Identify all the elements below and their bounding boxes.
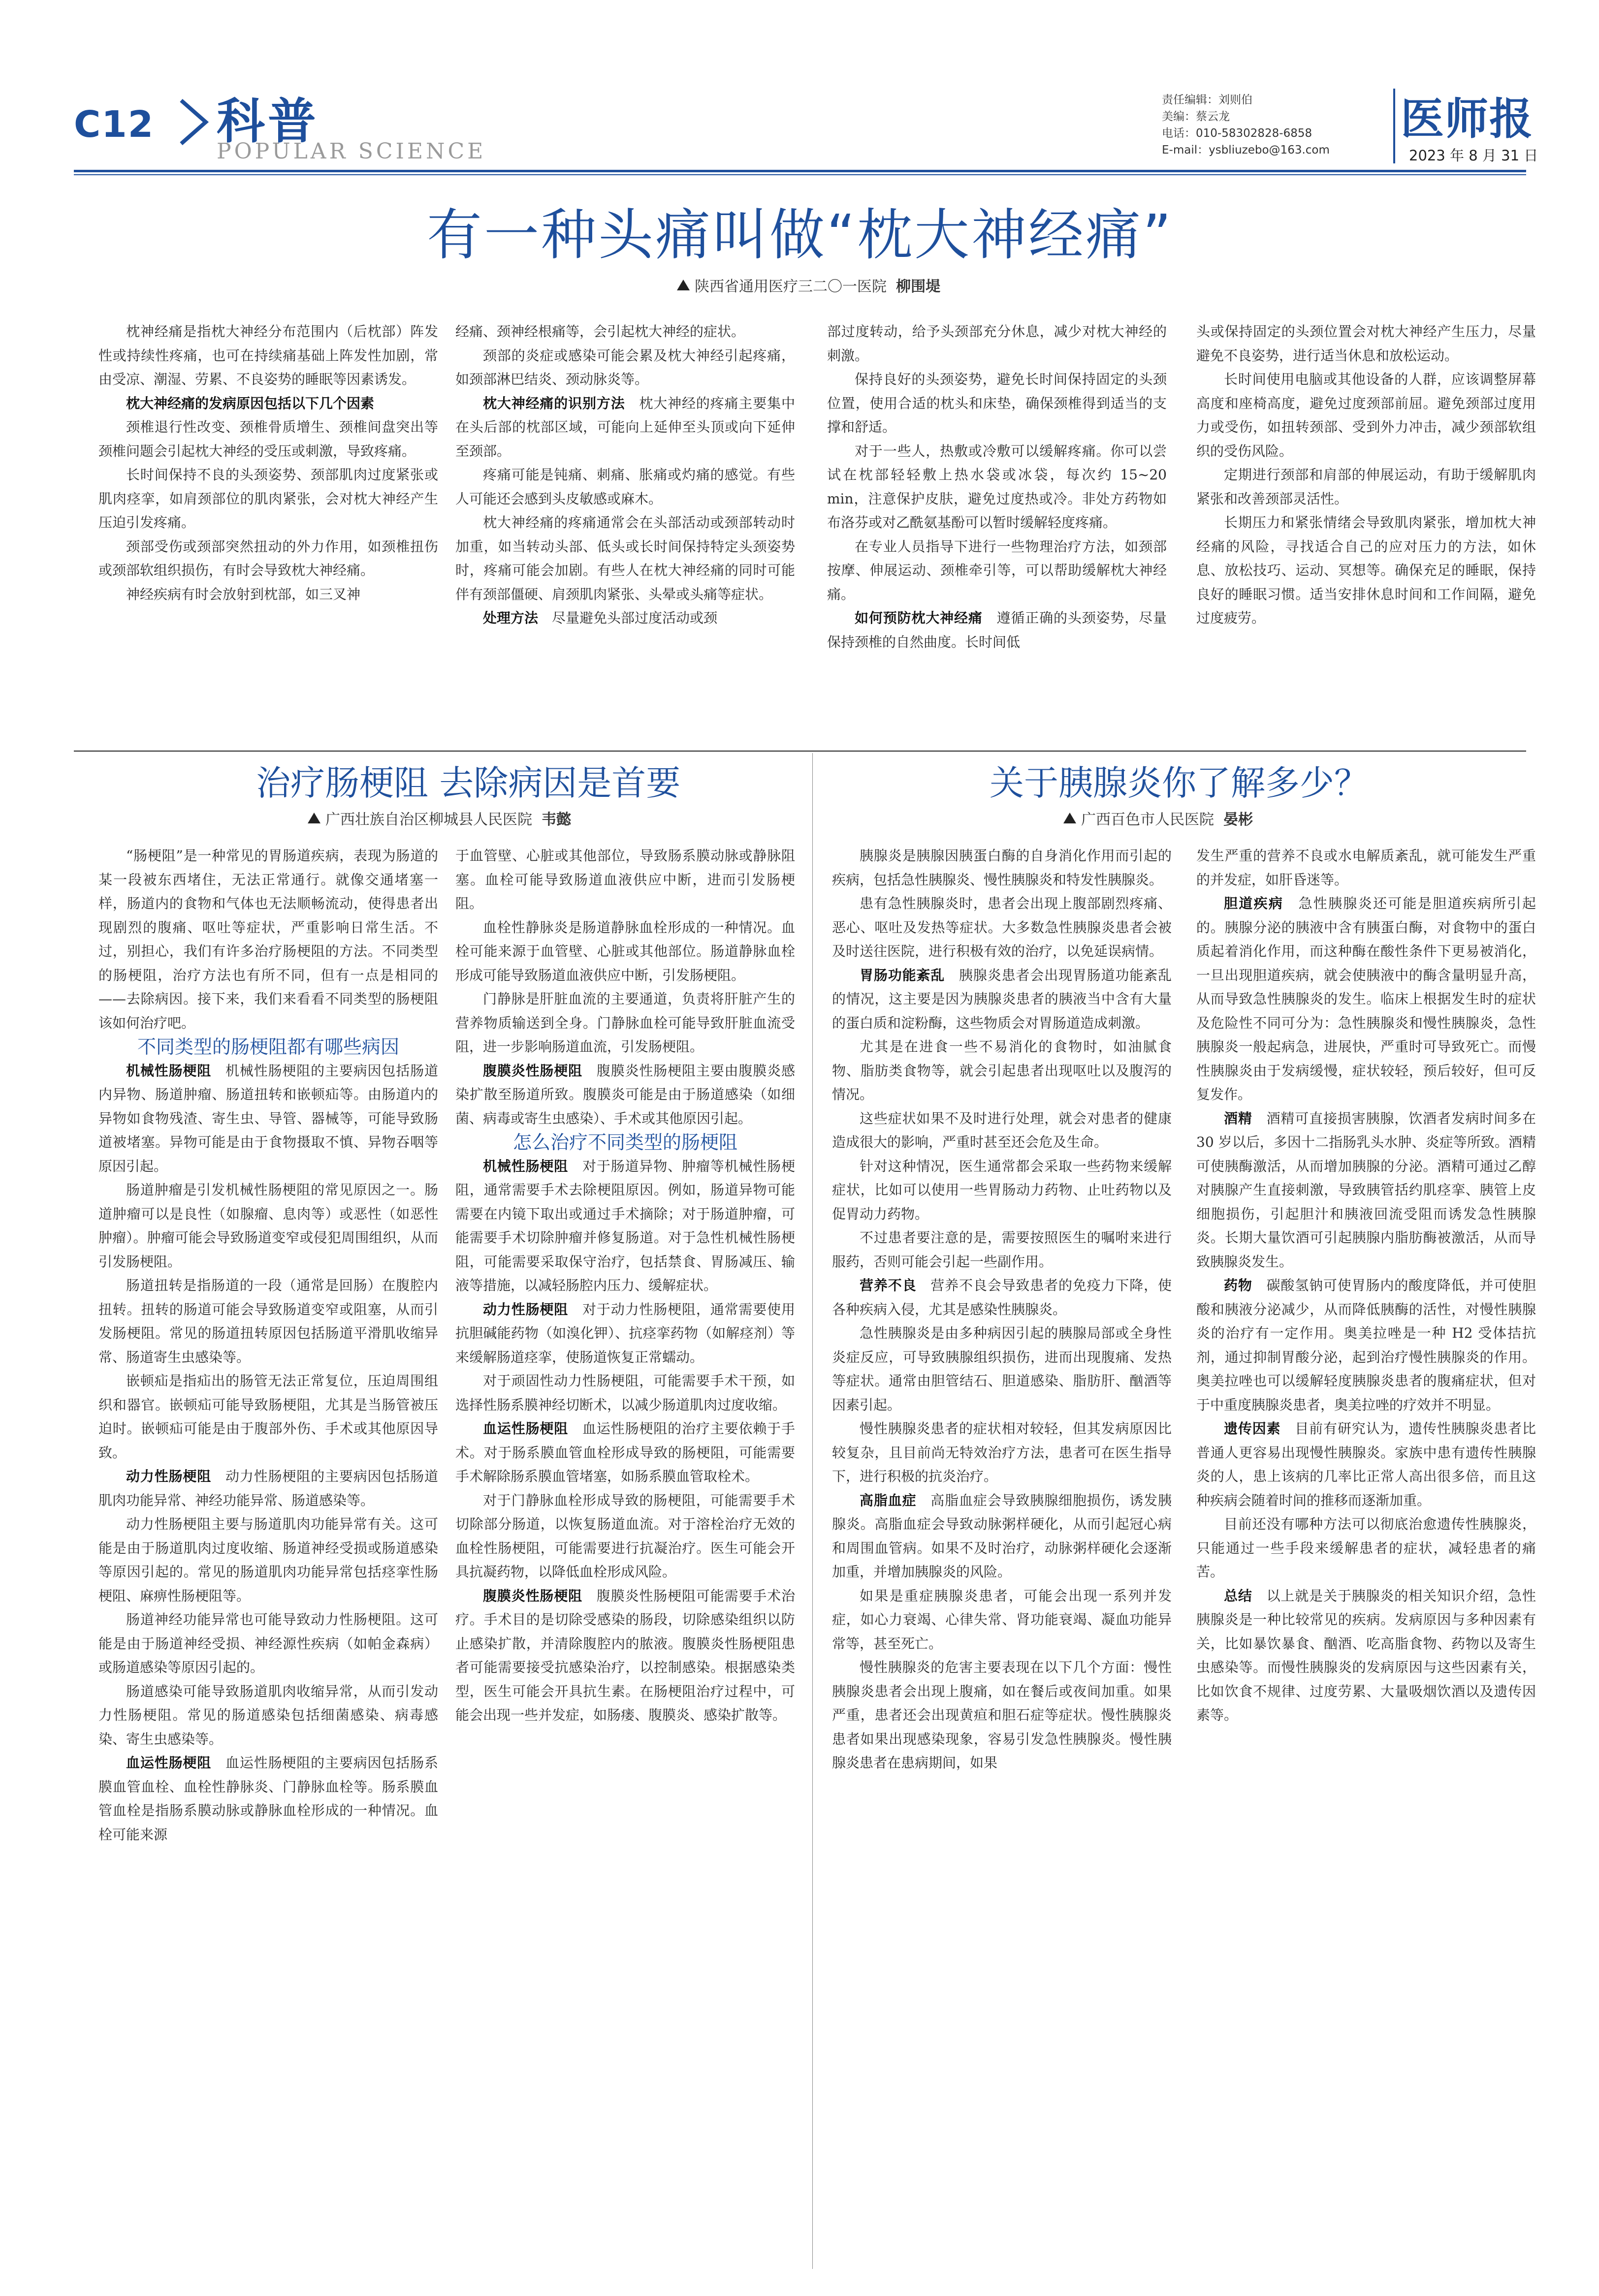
article3-column-1 <box>832 844 1172 2262</box>
keyword-label: 营养不良 <box>860 1277 917 1293</box>
paragraph <box>455 1417 795 1489</box>
paragraph: 患有急性胰腺炎时，患者会出现上腹部剧烈疼痛、恶心、呕吐及发热等症状。大多数急性胰腺炎患者会被及时送往医院，进行积极有效的治疗，以免延误病情。 <box>832 895 1172 959</box>
keyword-label: 血运性肠梗阻 <box>126 1755 212 1771</box>
page-number: C12 <box>74 103 155 146</box>
column-divider <box>812 753 813 2269</box>
paragraph <box>98 1465 438 1512</box>
article3-byline <box>1063 807 1253 829</box>
paragraph: 颈部的炎症或感染可能会累及枕大神经引起疼痛，如颈部淋巴结炎、颈动脉炎等。 <box>455 347 795 387</box>
keyword-label: 总结 <box>1224 1587 1252 1604</box>
issue-date: 2023 年 8 月 31 日 <box>1409 147 1538 164</box>
paragraph: 肠道扭转是指肠道的一段（通常是回肠）在腹腔内扭转。扭转的肠道可能会导致肠道变窄或阻塞，从而引发肠梗阻。常见的肠道扭转原因包括肠道平滑肌收缩异常、肠道寄生虫感染等。 <box>98 1277 438 1365</box>
keyword-label: 枕大神经痛的识别方法 <box>483 395 625 411</box>
article2-byline <box>308 807 571 829</box>
paragraph-text: 碳酸氢钠可使胃肠内的酸度降低，并可使胆酸和胰液分泌减少，从而降低胰酶的活性，对慢性胰腺炎的治疗有一定作用。奥美拉唑是一种 H2 受体拮抗剂，通过抑制胃酸分泌，起到治疗慢性胰腺炎的作用。奥美拉唑也可以缓解轻度胰腺炎患者的腹痛症状，但对于中重度胰腺炎患者，奥美拉唑的疗效并不明显。 <box>1196 1277 1536 1413</box>
paragraph: 枕大神经痛的疼痛通常会在头部活动或颈部转动时加重，如当转动头部、低头或长时间保持特定头颈姿势时，疼痛可能会加剧。有些人在枕大神经痛的同时可能伴有颈部僵硬、肩颈肌肉紧张、头晕或头痛等症状。 <box>455 514 795 602</box>
paragraph: 不过患者要注意的是，需要按照医生的嘱咐来进行服药，否则可能会引起一些副作用。 <box>832 1229 1172 1270</box>
paragraph-text: 急性胰腺炎还可能是胆道疾病所引起的。胰腺分泌的胰液中含有胰蛋白酶，对食物中的蛋白质起着消化作用，而这种酶在酸性条件下更易被消化，一旦出现胆道疾病，就会使胰液中的酶含量明显升高，从而导致急性胰腺炎的发生。临床上根据发生时的症状及危险性不同可分为：急性胰腺炎和慢性胰腺炎，急性胰腺炎一般起病急，进展快，严重时可导致死亡。而慢性胰腺炎由于发病缓慢，症状较轻，预后较好，但可反复发作。 <box>1196 895 1536 1102</box>
paragraph <box>455 1059 795 1131</box>
paragraph-text: 酒精可直接损害胰腺，饮酒者发病时间多在 30 岁以后，多因十二指肠乳头水肿、炎症等所致。酒精可使胰酶激活，从而增加胰腺的分泌。酒精可通过乙醇对胰腺产生直接刺激，导致胰管括约肌痉挛、胰管上皮细胞损伤，引起胆汁和胰液回流受阻而诱发急性胰腺炎。长期大量饮酒可引起胰腺内脂肪酶被激活，从而导致胰腺炎发生。 <box>1196 1110 1536 1270</box>
article3-byline-author: 晏彬 <box>1223 811 1253 828</box>
editor: 责任编辑：刘则伯 <box>1162 94 1252 106</box>
paragraph <box>832 1274 1172 1321</box>
article1-byline-author: 柳围堤 <box>896 278 941 295</box>
paragraph-text: 腹膜炎性肠梗阻主要由腹膜炎感染扩散至肠道所致。腹膜炎可能是由于肠道感染（如细菌、病毒或寄生虫感染）、手术或其他原因引起。 <box>455 1062 795 1127</box>
paragraph-text: 腹膜炎性肠梗阻可能需要手术治疗。手术目的是切除受感染的肠段，切除感染组织以防止感染扩散，并清除腹腔内的脓液。腹膜炎性肠梗阻患者可能需要接受抗感染治疗，以控制感染。根据感染类型，医生可能会开具抗生素。在肠梗阻治疗过程中，可能会出现一些并发症，如肠瘘、腹膜炎、感染扩散等。 <box>455 1587 795 1723</box>
paragraph: 目前还没有哪种方法可以彻底治愈遗传性胰腺炎，只能通过一些手段来缓解患者的症状，减轻患者的痛苦。 <box>1196 1516 1536 1580</box>
paragraph-text: 动力性肠梗阻的主要病因包括肠道肌肉功能异常、神经功能异常、肠道感染等。 <box>98 1468 438 1509</box>
section-heading: 怎么治疗不同类型的肠梗阻 <box>512 1132 737 1153</box>
paragraph: 保持良好的头颈姿势，避免长时间保持固定的头颈位置，使用合适的枕头和床垫，确保颈椎得到适当的支撑和舒适。 <box>827 371 1167 435</box>
keyword-label: 遗传因素 <box>1224 1420 1281 1437</box>
paragraph: 颈部受伤或颈部突然扭动的外力作用，如颈椎扭伤或颈部软组织损伤，有时会导致枕大神经痛。 <box>98 538 438 578</box>
paragraph: 头或保持固定的头颈位置会对枕大神经产生压力，尽量避免不良姿势，进行适当休息和放松运动。 <box>1196 323 1536 364</box>
article1-column-3 <box>827 320 1167 743</box>
paragraph: 慢性胰腺炎患者的症状相对较轻，但其发病原因比较复杂，且目前尚无特效治疗方法，患者可在医生指导下，进行积极的抗炎治疗。 <box>832 1420 1172 1484</box>
paragraph: 肠道肿瘤是引发机械性肠梗阻的常见原因之一。肠道肿瘤可以是良性（如腺瘤、息肉等）或恶性（如恶性肿瘤）。肿瘤可能会导致肠道变窄或侵犯周围组织，从而引发肠梗阻。 <box>98 1182 438 1270</box>
article2-title: 治疗肠梗阻 去除病因是首要 <box>256 763 681 803</box>
keyword-label: 机械性肠梗阻 <box>126 1062 212 1079</box>
paragraph-text: 营养不良会导致患者的免疫力下降，使各种疾病入侵，尤其是感染性胰腺炎。 <box>832 1277 1172 1318</box>
paragraph: 肠道感染可能导致肠道肌肉收缩异常，从而引发动力性肠梗阻。常见的肠道感染包括细菌感染、病毒感染、寄生虫感染等。 <box>98 1683 438 1747</box>
paragraph <box>1196 1584 1536 1728</box>
paragraph: 门静脉是肝脏血流的主要通道，负责将肝脏产生的营养物质输送到全身。门静脉血栓可能导致肝脏血流受阻，进一步影响肠道血流，引发肠梗阻。 <box>455 991 795 1055</box>
article1-byline <box>677 274 940 296</box>
paragraph-text: 血运性肠梗阻的主要病因包括肠系膜血管血栓、血栓性静脉炎、门静脉血栓等。肠系膜血管血栓是指肠系膜动脉或静脉血栓形成的一种情况。血栓可能来源 <box>98 1755 438 1843</box>
paragraph: 动力性肠梗阻主要与肠道肌肉功能异常有关。这可能是由于肠道肌肉过度收缩、肠道神经受损或肠道感染等原因引起的。常见的肠道肌肉功能异常包括痉挛性肠梗阻、麻痹性肠梗阻等。 <box>98 1516 438 1604</box>
keyword-label: 机械性肠梗阻 <box>483 1158 569 1174</box>
article3-column-2 <box>1196 844 1536 2262</box>
header-rule-thin <box>74 174 1526 175</box>
keyword-label: 处理方法 <box>483 610 539 626</box>
paragraph: 在专业人员指导下进行一些物理治疗方法，如颈部按摩、伸展运动、颈椎牵引等，可以帮助缓解枕大神经痛。 <box>827 538 1167 602</box>
newspaper-logo: 医师报 <box>1401 94 1534 144</box>
paragraph <box>1196 1417 1536 1512</box>
paragraph-text: 以上就是关于胰腺炎的相关知识介绍，急性胰腺炎是一种比较常见的疾病。发病原因与多种因素有关，比如暴饮暴食、酗酒、吃高脂食物、药物以及寄生虫感染等。而慢性胰腺炎的发病原因与这些因素有关，比如饮食不规律、过度劳累、大量吸烟饮酒以及遗传因素等。 <box>1196 1587 1536 1723</box>
keyword-label: 腹膜炎性肠梗阻 <box>483 1062 582 1079</box>
paragraph: 针对这种情况，医生通常都会采取一些药物来缓解症状，比如可以使用一些胃肠动力药物、止吐药物以及促胃动力药物。 <box>832 1158 1172 1222</box>
paragraph: 部过度转动，给予头颈部充分休息，减少对枕大神经的刺激。 <box>827 323 1167 364</box>
paragraph: 胰腺炎是胰腺因胰蛋白酶的自身消化作用而引起的疾病，包括急性胰腺炎、慢性胰腺炎和特发性胰腺炎。 <box>832 848 1172 888</box>
paragraph: 对于一些人，热敷或冷敷可以缓解疼痛。你可以尝试在枕部轻轻敷上热水袋或冰袋，每次约 15~20 min，注意保护皮肤，避免过度热或冷。非处方药物如布洛芬或对乙酰氨基酚可以暂时缓解轻度疼痛。 <box>827 442 1167 531</box>
paragraph: 如果是重症胰腺炎患者，可能会出现一系列并发症，如心力衰竭、心律失常、肾功能衰竭、凝血功能异常等，甚至死亡。 <box>832 1587 1172 1652</box>
paragraph: 尤其是在进食一些不易消化的食物时，如油腻食物、脂肪类食物等，就会引起患者出现呕吐以及腹泻的情况。 <box>832 1038 1172 1102</box>
paragraph: 血栓性静脉炎是肠道静脉血栓形成的一种情况。血栓可能来源于血管壁、心脏或其他部位。肠道静脉血栓形成可能导致肠道血液供应中断，引发肠梗阻。 <box>455 919 795 983</box>
paragraph-text: 高脂血症会导致胰腺细胞损伤，诱发胰腺炎。高脂血症会导致动脉粥样硬化，从而引起冠心病和周围血管病。如果不及时治疗，动脉粥样硬化会逐渐加重，并增加胰腺炎的风险。 <box>832 1492 1172 1580</box>
paragraph: 疼痛可能是钝痛、刺痛、胀痛或灼痛的感觉。有些人可能还会感到头皮敏感或麻木。 <box>455 467 795 507</box>
paragraph-text: 血运性肠梗阻的治疗主要依赖于手术。对于肠系膜血管血栓形成导致的肠梗阻，可能需要手术解除肠系膜血管堵塞，如肠系膜血管取栓术。 <box>455 1420 795 1484</box>
article1-column-4 <box>1196 320 1536 743</box>
paragraph: “肠梗阻”是一种常见的胃肠道疾病，表现为肠道的某一段被东西堵住，无法正常通行。就像交通堵塞一样，肠道内的食物和气体也无法顺畅流动，使得患者出现剧烈的腹痛、呕吐等症状，严重影响日常生活。不过，别担心，我们有许多治疗肠梗阻的方法。不同类型的肠梗阻，治疗方法也有所不同，但有一点是相同的——去除病因。接下来，我们来看看不同类型的肠梗阻该如何治疗吧。 <box>98 848 438 1031</box>
editorial-info <box>1162 92 1383 158</box>
designer: 美编：蔡云龙 <box>1162 110 1230 123</box>
article1-byline-org: 陕西省通用医疗三二〇一医院 <box>695 278 887 295</box>
subheading: 枕大神经痛的发病原因包括以下几个因素 <box>126 395 375 411</box>
article3-byline-org: 广西百色市人民医院 <box>1081 811 1214 828</box>
paragraph: 于血管壁、心脏或其他部位，导致肠系膜动脉或静脉阻塞。血栓可能导致肠道血液供应中断，进而引发肠梗阻。 <box>455 848 795 912</box>
paragraph <box>455 606 795 630</box>
paragraph: 长时间使用电脑或其他设备的人群，应该调整屏幕高度和座椅高度，避免过度颈部前屈。避免颈部过度用力或受伤，如扭转颈部、受到外力冲击，减少颈部软组织的受伤风险。 <box>1196 371 1536 459</box>
paragraph <box>98 1751 438 1847</box>
paragraph <box>1196 1274 1536 1417</box>
keyword-label: 酒精 <box>1224 1110 1252 1127</box>
keyword-label: 胆道疾病 <box>1224 895 1284 912</box>
header-rule <box>74 170 1526 172</box>
paragraph: 嵌顿疝是指疝出的肠管无法正常复位，压迫周围组织和器官。嵌顿疝可能导致肠梗阻，尤其是当肠管被压迫时。嵌顿疝可能是由于腹部外伤、手术或其他原因导致。 <box>98 1373 438 1461</box>
paragraph-text: 枕大神经的疼痛主要集中在头后部的枕部区域，可能向上延伸至头顶或向下延伸至颈部。 <box>455 395 795 459</box>
paragraph <box>1196 892 1536 1107</box>
section-title-en: POPULAR SCIENCE <box>217 139 486 164</box>
article1-column-1 <box>98 320 438 743</box>
paragraph <box>832 1489 1172 1584</box>
keyword-label: 血运性肠梗阻 <box>483 1420 569 1437</box>
article3-title: 关于胰腺炎你了解多少？ <box>990 763 1369 803</box>
keyword-label: 胃肠功能紊乱 <box>860 967 945 983</box>
paragraph <box>455 1155 795 1298</box>
paragraph: 肠道神经功能异常也可能导致动力性肠梗阻。这可能是由于肠道神经受损、神经源性疾病（如帕金森病）或肠道感染等原因引起的。 <box>98 1611 438 1675</box>
article1-column-2 <box>455 320 795 743</box>
paragraph <box>98 1059 438 1179</box>
paragraph: 枕神经痛是指枕大神经分布范围内（后枕部）阵发性或持续性疼痛，也可在持续痛基础上阵发性加剧，常由受凉、潮湿、劳累、不良姿势的睡眠等因素诱发。 <box>98 323 438 387</box>
paragraph-text: 遵循正确的头颈姿势，尽量保持颈椎的自然曲度。长时间低 <box>827 610 1167 650</box>
keyword-label: 如何预防枕大神经痛 <box>855 610 983 626</box>
article2-column-2 <box>455 844 795 2262</box>
paragraph-text: 目前有研究认为，遗传性胰腺炎患者比普通人更容易出现慢性胰腺炎。家族中患有遗传性胰腺炎的人，患上该病的几率比正常人高出很多倍，而且这种疾病会随着时间的推移而逐渐加重。 <box>1196 1420 1536 1509</box>
paragraph-text: 尽量避免头部过度活动或颈 <box>538 610 718 626</box>
paragraph-text: 机械性肠梗阻的主要病因包括肠道内异物、肠道肿瘤、肠道扭转和嵌顿疝等。由肠道内的异物如食物残渣、寄生虫、导管、器械等，可能导致肠道被堵塞。异物可能是由于食物摄取不慎、异物吞咽等原因引起。 <box>98 1062 438 1174</box>
paragraph: 经痛、颈神经根痛等，会引起枕大神经的症状。 <box>455 323 745 340</box>
paragraph: 发生严重的营养不良或水电解质紊乱，就可能发生严重的并发症，如肝昏迷等。 <box>1196 848 1536 888</box>
paragraph: 定期进行颈部和肩部的伸展运动，有助于缓解肌肉紧张和改善颈部灵活性。 <box>1196 467 1536 507</box>
article1-title: 有一种头痛叫做“枕大神经痛” <box>426 203 1174 267</box>
paragraph <box>832 964 1172 1036</box>
paragraph: 对于顽固性动力性肠梗阻，可能需要手术干预，如选择性肠系膜神经切断术，以减少肠道肌肉过度收缩。 <box>455 1373 795 1413</box>
section-divider <box>74 751 1526 752</box>
paragraph-text: 胰腺炎患者会出现胃肠道功能紊乱的情况，这主要是因为胰腺炎患者的胰液当中含有大量的蛋白质和淀粉酶，这些物质会对胃肠道造成刺激。 <box>832 967 1172 1031</box>
triangle-icon <box>677 280 690 290</box>
paragraph <box>455 392 795 464</box>
paragraph: 神经疾病有时会放射到枕部，如三叉神 <box>126 586 361 602</box>
keyword-label: 动力性肠梗阻 <box>483 1301 569 1318</box>
section-heading: 不同类型的肠梗阻都有哪些病因 <box>137 1036 399 1058</box>
paragraph: 长时间保持不良的头颈姿势、颈部肌肉过度紧张或肌肉痉挛，如肩颈部位的肌肉紧张，会对枕大神经产生压迫引发疼痛。 <box>98 467 438 531</box>
paragraph: 急性胰腺炎是由多种病因引起的胰腺局部或全身性炎症反应，可导致胰腺组织损伤，进而出现腹痛、发热等症状。通常由胆管结石、胆道感染、脂肪肝、酗酒等因素引起。 <box>832 1325 1172 1413</box>
paragraph <box>827 606 1167 654</box>
logo-divider <box>1393 89 1395 163</box>
paragraph: 长期压力和紧张情绪会导致肌肉紧张，增加枕大神经痛的风险，寻找适合自己的应对压力的方法，如休息、放松技巧、运动、冥想等。确保充足的睡眠，保持良好的睡眠习惯。适当安排休息时间和工作间隔，避免过度疲劳。 <box>1196 514 1536 626</box>
keyword-label: 腹膜炎性肠梗阻 <box>483 1587 582 1604</box>
paragraph: 这些症状如果不及时进行处理，就会对患者的健康造成很大的影响，严重时甚至还会危及生命。 <box>832 1110 1172 1150</box>
triangle-icon <box>308 813 320 823</box>
email: E-mail：ysbliuzebo@163.com <box>1162 144 1330 157</box>
keyword-label: 动力性肠梗阻 <box>126 1468 212 1484</box>
triangle-icon <box>1063 813 1076 823</box>
paragraph <box>455 1298 795 1370</box>
paragraph-text: 对于动力性肠梗阻，通常需要使用抗胆碱能药物（如溴化钾）、抗痉挛药物（如解痉剂）等来缓解肠道痉挛，使肠道恢复正常蠕动。 <box>455 1301 795 1365</box>
paragraph: 慢性胰腺炎的危害主要表现在以下几个方面：慢性胰腺炎患者会出现上腹痛，如在餐后或夜间加重。如果严重，患者还会出现黄疸和胆石症等症状。慢性胰腺炎患者如果出现感染现象，容易引发急性胰腺炎。慢性胰腺炎患者在患病期间，如果 <box>832 1659 1172 1771</box>
article2-column-1 <box>98 844 438 2262</box>
paragraph-text: 对于肠道异物、肿瘤等机械性肠梗阻，通常需要手术去除梗阻原因。例如，肠道异物可能需要在内镜下取出或通过手术摘除；对于肠道肿瘤，可能需要手术切除肿瘤并修复肠道。对于急性机械性肠梗阻，可能需要采取保守治疗，包括禁食、胃肠减压、输液等措施，以减轻肠腔内压力、缓解症状。 <box>455 1158 795 1293</box>
article2-byline-org: 广西壮族自治区柳城县人民医院 <box>325 811 532 828</box>
chevron-right-icon <box>177 97 212 147</box>
paragraph <box>1196 1107 1536 1274</box>
section-title: 科普 <box>217 94 320 150</box>
paragraph: 颈椎退行性改变、颈椎骨质增生、颈椎间盘突出等颈椎问题会引起枕大神经的受压或刺激，导致疼痛。 <box>98 419 438 459</box>
keyword-label: 高脂血症 <box>860 1492 917 1509</box>
article2-byline-author: 韦懿 <box>542 811 572 828</box>
paragraph: 对于门静脉血栓形成导致的肠梗阻，可能需要手术切除部分肠道，以恢复肠道血流。对于溶栓治疗无效的血栓性肠梗阻，可能需要进行抗凝治疗。医生可能会开具抗凝药物，以降低血栓形成风险。 <box>455 1492 795 1580</box>
paragraph <box>455 1584 795 1728</box>
keyword-label: 药物 <box>1224 1277 1252 1293</box>
phone: 电话：010-58302828-6858 <box>1162 127 1312 140</box>
